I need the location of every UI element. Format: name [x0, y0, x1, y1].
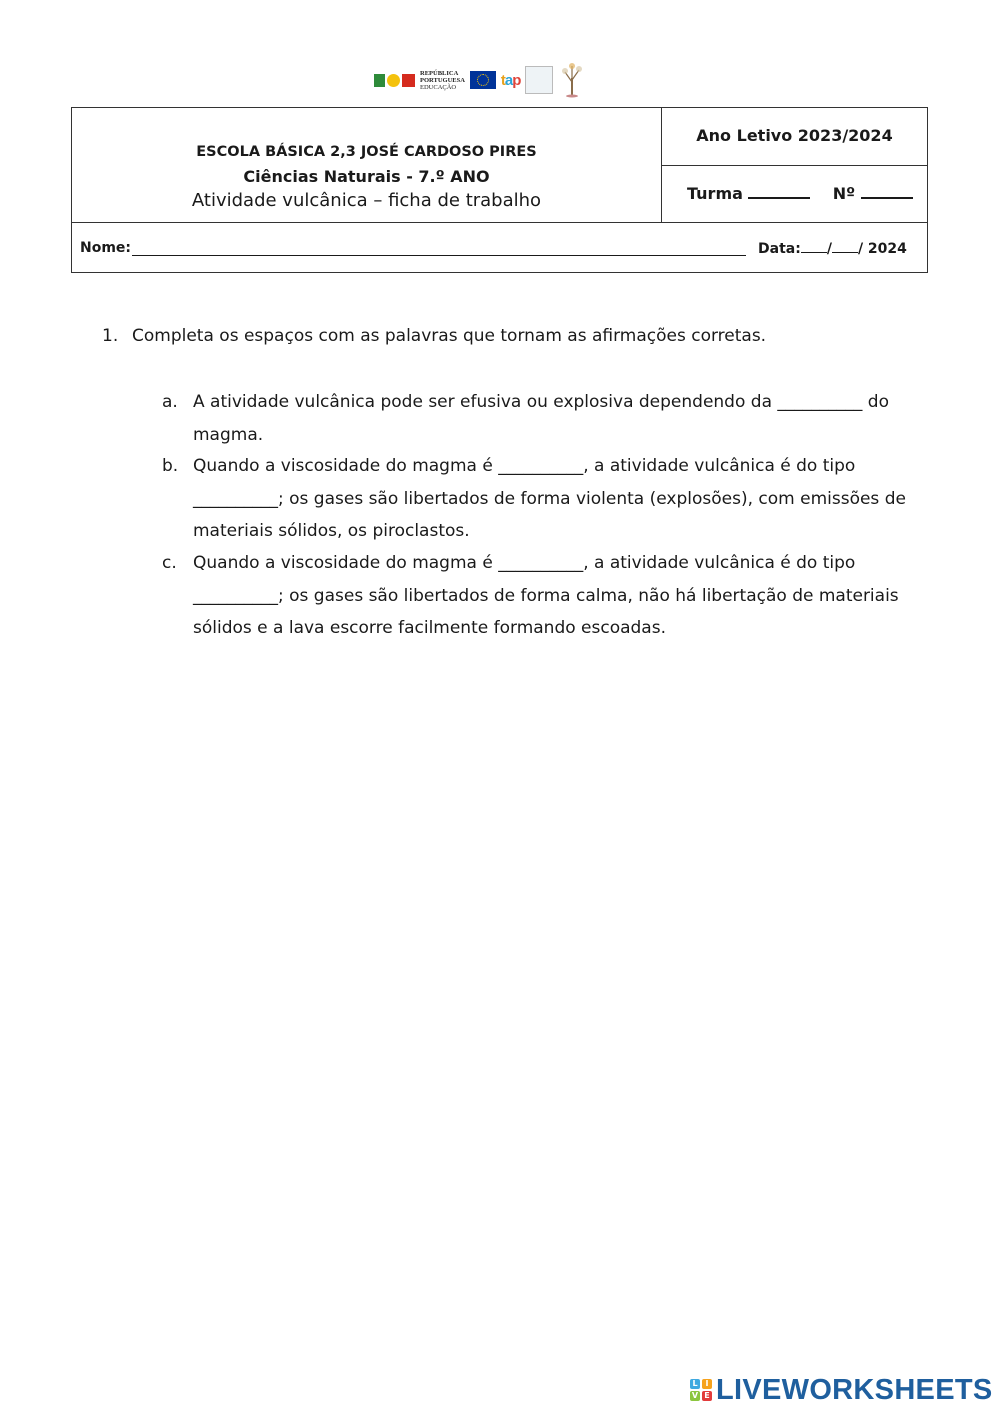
portuguese-republic-logo [374, 74, 415, 87]
brand-text: LIVEWORKSHEETS [716, 1373, 993, 1406]
sub-question-label: c. [162, 553, 177, 573]
numero-label: Nº [832, 184, 856, 203]
school-name: ESCOLA BÁSICA 2,3 JOSÉ CARDOSO PIRES [196, 144, 537, 160]
subject-name: Ciências Naturais - 7.º ANO [243, 167, 490, 186]
date-day-field[interactable] [801, 240, 827, 253]
liveworksheets-brand [690, 1372, 993, 1408]
date-year: / 2024 [857, 241, 907, 257]
sub-question-label: b. [162, 456, 179, 476]
sub-question-body[interactable]: Quando a viscosidade do magma é __________, a atividade vulcânica é do tipo __________; os gases são libertados de forma violenta (explosões), com emissões de materiais sólidos, os piroclastos. [193, 456, 906, 541]
turma-label: Turma [687, 184, 743, 203]
date-label: Data: [758, 241, 801, 257]
date-separator: / [826, 241, 832, 257]
sub-question-body[interactable]: A atividade vulcânica pode ser efusiva ou explosiva dependendo da __________ do magma. [193, 392, 889, 445]
date-month-field[interactable] [832, 240, 858, 253]
worksheet-title: Atividade vulcânica – ficha de trabalho [191, 190, 542, 211]
header-title-cell [72, 108, 662, 222]
sub-question-body[interactable]: Quando a viscosidade do magma é __________, a atividade vulcânica é do tipo __________; os gases são libertados de forma calma, não há libertação de materiais sólidos e a lava escorre facilmente formando escoadas. [193, 553, 899, 638]
date-group [758, 240, 907, 257]
tree-icon [558, 62, 586, 98]
school-year: Ano Letivo 2023/2024 [662, 108, 927, 166]
numero-field[interactable] [861, 197, 913, 199]
liveworksheets-icon: L I V E [690, 1379, 712, 1401]
question-number: 1. [102, 326, 119, 346]
logo-strip [374, 60, 604, 100]
turma-field[interactable] [748, 197, 810, 199]
eu-flag-logo [470, 71, 496, 89]
name-field[interactable] [132, 255, 746, 256]
name-date-row [72, 222, 927, 272]
header-table [71, 107, 928, 273]
government-logo-text: REPÚBLICA PORTUGUESA EDUCAÇÃO [420, 69, 465, 91]
question-text: Completa os espaços com as palavras que tornam as afirmações corretas. [132, 326, 767, 346]
class-number-cell [662, 166, 927, 222]
name-label: Nome: [80, 240, 132, 256]
school-logo [525, 66, 553, 94]
sub-question-label: a. [162, 392, 178, 412]
tap-logo: tap [500, 71, 521, 89]
